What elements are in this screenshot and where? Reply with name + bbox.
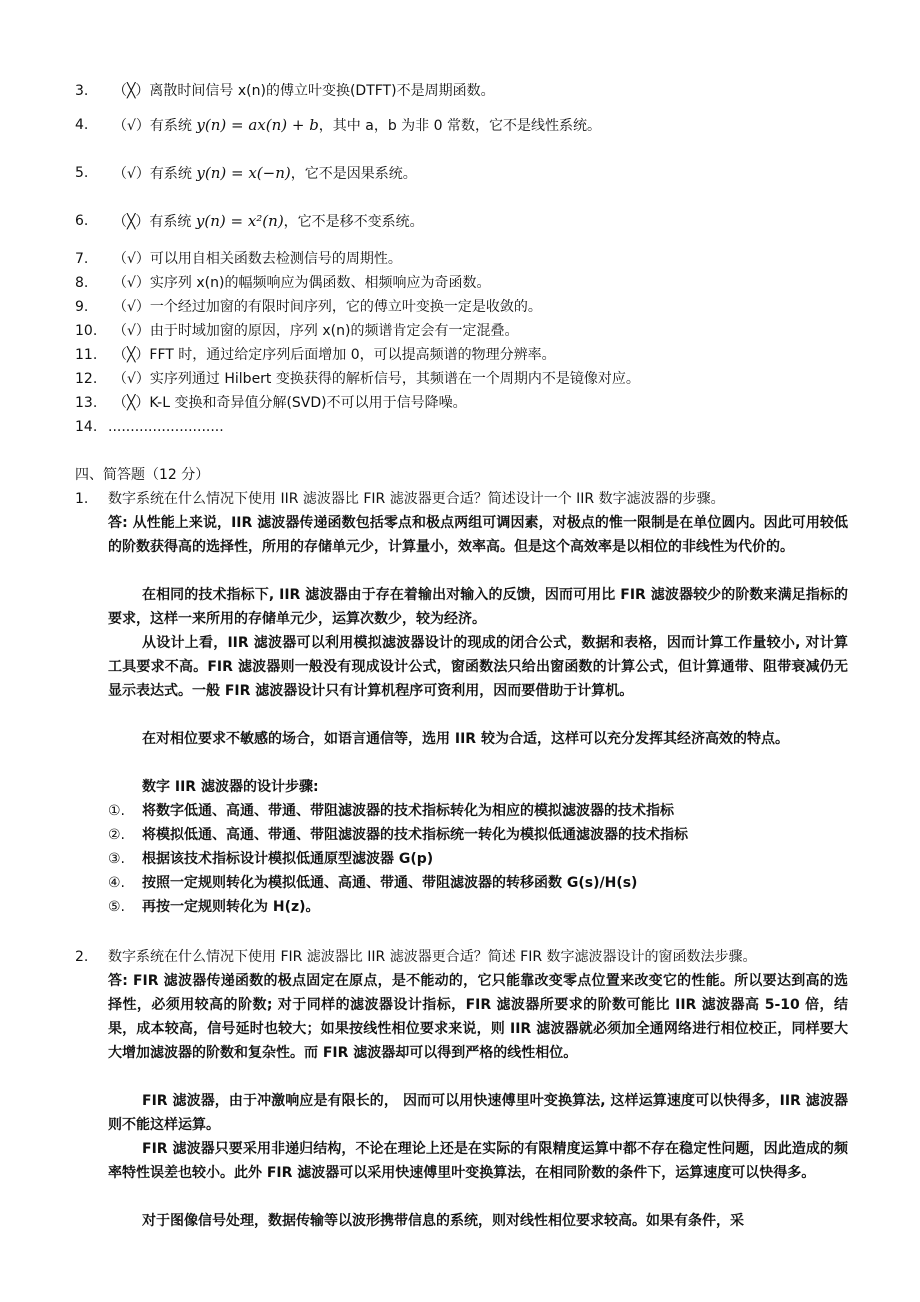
item-number: 6.	[75, 213, 89, 229]
step-text: 将数字低通、高通、带通、带阻滤波器的技术指标转化为相应的模拟滤波器的技术指标	[142, 803, 674, 819]
design-step-5	[108, 895, 320, 919]
question-text: 数字系统在什么情况下使用 IIR 滤波器比 FIR 滤波器更合适？简述设计一个 IIR 数字滤波器的步骤。	[108, 491, 725, 507]
item-statement: （√）可以用自相关函数去检测信号的周期性。	[113, 251, 402, 267]
step-marker: ①.	[108, 803, 126, 819]
answer-paragraph: 答: FIR 滤波器传递函数的极点固定在原点，是不能动的，它只能靠改变零点位置来改变它的性能。所以要达到高的选择性，必须用较高的阶数; 对于同样的滤波器设计指标，FIR 滤波器所要求的阶数可能比 IIR 滤波器高 5-10 倍，结果，成本较高，信号延时也较大；如果按线性相位要求来说，则 IIR 滤波器就必须加全通网络进行相位校正，同样要大大增加滤波器的阶数和复杂性。而 FIR 滤波器却可以得到严格的线性相位。	[108, 973, 848, 1061]
section-heading: 四、简答题（12 分）	[75, 467, 210, 483]
statement-text: ，它不是移不变系统。	[283, 214, 424, 230]
item-statement	[113, 163, 417, 184]
steps-heading: 数字 IIR 滤波器的设计步骤:	[142, 779, 319, 795]
step-marker: ⑤.	[108, 899, 126, 915]
item-statement: （√）实序列通过 Hilbert 变换获得的解析信号，其频谱在一个周期内不是镜像对应。	[113, 371, 640, 387]
design-step-3	[108, 847, 433, 871]
item-number: 5.	[75, 165, 89, 181]
item-number: 14.	[75, 419, 98, 435]
item-statement: （√）一个经过加窗的有限时间序列，它的傅立叶变换一定是收敛的。	[113, 299, 542, 315]
item-number: 9.	[75, 299, 89, 315]
question-text: 数字系统在什么情况下使用 FIR 滤波器比 IIR 滤波器更合适？简述 FIR 数字滤波器设计的窗函数法步骤。	[108, 949, 757, 965]
answer-paragraph: 从设计上看，IIR 滤波器可以利用模拟滤波器设计的现成的闭合公式，数据和表格，因而计算工作量较小, 对计算工具要求不高。FIR 滤波器则一般没有现成设计公式，窗函数法只给出窗函数的计算公式，但计算通带、阻带衰减仍无显示表达式。一般 FIR 滤波器设计只有计算机程序可资利用，因而要借助于计算机。	[108, 635, 848, 699]
answer-paragraph: FIR 滤波器只要采用非递归结构，不论在理论上还是在实际的有限精度运算中都不存在稳定性问题，因此造成的频率特性误差也较小。此外 FIR 滤波器可以采用快速傅里叶变换算法，在相同阶数的条件下，运算速度可以快得多。	[108, 1141, 848, 1181]
item-statement	[113, 211, 424, 232]
statement-text: （√）有系统	[113, 118, 197, 134]
equation: y(n) = x²(n)	[195, 212, 284, 230]
statement-text: （√）有系统	[113, 166, 197, 182]
item-number: 3.	[75, 83, 89, 99]
item-number: 10.	[75, 323, 98, 339]
question-number: 1.	[75, 491, 89, 507]
item-statement: （╳）K-L 变换和奇异值分解(SVD)不可以用于信号降噪。	[113, 395, 467, 411]
item-statement: （╳）FFT 时，通过给定序列后面增加 0，可以提高频谱的物理分辨率。	[113, 347, 556, 363]
answer-paragraph: 在对相位要求不敏感的场合，如语言通信等，选用 IIR 较为合适，这样可以充分发挥其经济高效的特点。	[142, 731, 789, 747]
equation: y(n) = x(−n)	[196, 164, 291, 182]
step-text: 再按一定规则转化为 H(z)。	[142, 899, 320, 915]
item-statement	[113, 115, 601, 136]
equation: y(n) = ax(n) + b	[196, 116, 319, 134]
item-number: 7.	[75, 251, 89, 267]
item-number: 12.	[75, 371, 98, 387]
item-statement: （√）实序列 x(n)的幅频响应为偶函数、相频响应为奇函数。	[113, 275, 491, 291]
design-step-1	[108, 799, 674, 823]
statement-text: （╳）离散时间信号 x(n)的傅立叶变换(DTFT)不是周期函数。	[113, 83, 495, 99]
item-statement	[113, 81, 495, 101]
step-text: 将模拟低通、高通、带通、带阻滤波器的技术指标统一转化为模拟低通滤波器的技术指标	[142, 827, 688, 843]
statement-text: ，其中 a，b 为非 0 常数，它不是线性系统。	[318, 118, 601, 134]
item-number: 13.	[75, 395, 98, 411]
question-number: 2.	[75, 949, 89, 965]
item-number: 11.	[75, 347, 98, 363]
statement-text: ，它不是因果系统。	[290, 166, 417, 182]
step-marker: ③.	[108, 851, 126, 867]
answer-paragraph: FIR 滤波器，由于冲激响应是有限长的， 因而可以用快速傅里叶变换算法, 这样运算速度可以快得多，IIR 滤波器则不能这样运算。	[108, 1093, 848, 1133]
design-step-2	[108, 823, 688, 847]
item-statement: （√）由于时域加窗的原因，序列 x(n)的频谱肯定会有一定混叠。	[113, 323, 519, 339]
answer-paragraph: 答: 从性能上来说，IIR 滤波器传递函数包括零点和极点两组可调因素，对极点的惟一限制是在单位圆内。因此可用较低的阶数获得高的选择性，所用的存储单元少，计算量小，效率高。但是这个高效率是以相位的非线性为代价的。	[108, 515, 848, 555]
step-marker: ②.	[108, 827, 126, 843]
step-text: 按照一定规则转化为模拟低通、高通、带通、带阻滤波器的转移函数 G(s)/H(s)	[142, 875, 638, 891]
step-marker: ④.	[108, 875, 126, 891]
statement-text: （╳）有系统	[113, 214, 196, 230]
item-statement: ..........................	[108, 419, 224, 435]
answer-paragraph: 对于图像信号处理，数据传输等以波形携带信息的系统，则对线性相位要求较高。如果有条件，采	[142, 1213, 744, 1229]
step-text: 根据该技术指标设计模拟低通原型滤波器 G(p)	[142, 851, 434, 867]
item-number: 8.	[75, 275, 89, 291]
design-step-4	[108, 871, 637, 895]
item-number: 4.	[75, 117, 89, 133]
answer-paragraph: 在相同的技术指标下, IIR 滤波器由于存在着输出对输入的反馈，因而可用比 FIR 滤波器较少的阶数来满足指标的要求，这样一来所用的存储单元少，运算次数少，较为经济。	[108, 587, 848, 627]
